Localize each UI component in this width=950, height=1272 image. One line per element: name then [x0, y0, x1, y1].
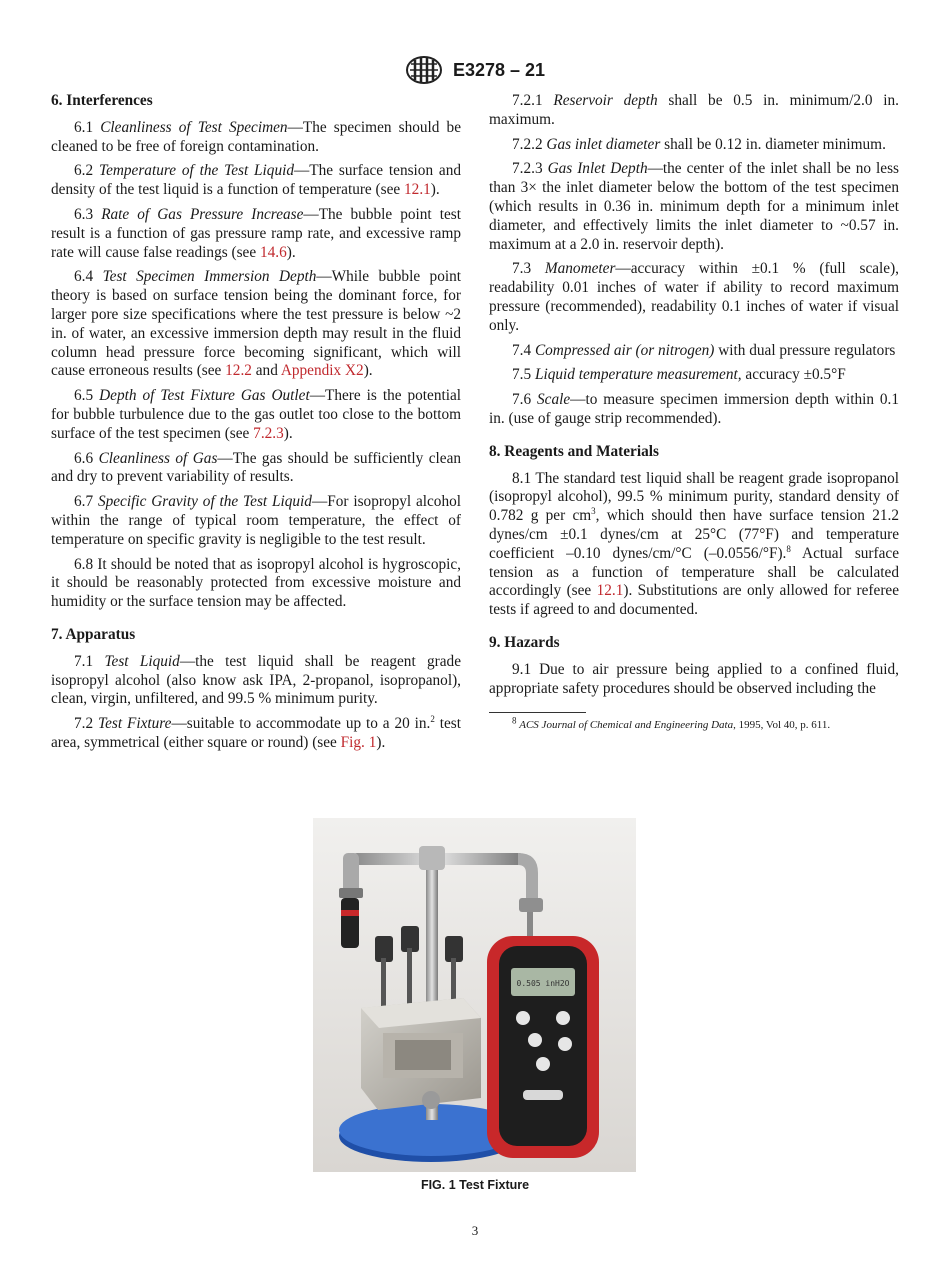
paragraph-6-7: 6.7 Specific Gravity of the Test Liquid—For isopropyl alcohol within the range of typical room temperature, the effect of temperature on specific gravity is negligible to the test result. — [51, 493, 461, 548]
astm-logo-icon — [405, 55, 443, 85]
paragraph-7-1: 7.1 Test Liquid—the test liquid shall be reagent grade isopropyl alcohol (also know ask IPA, 2-propanol, isopropanol), clean, virgin, unfiltered, and 99.5 % minimum purity. — [51, 652, 461, 708]
test-fixture-photo — [313, 818, 636, 1172]
footnote-divider — [489, 712, 586, 713]
page-number: 3 — [471, 1223, 479, 1238]
paragraph-6-6: 6.6 Cleanliness of Gas—The gas should be sufficiently clean and dry to prevent variability of results. — [51, 449, 462, 486]
paragraph-7-2-3: 7.2.3 Gas Inlet Depth—the center of the inlet shall be no less than 3× the inlet diameter below the bottom of the test specimen (which results in 0.36 in. minimum depth for a minimum inlet diameter, and effectively limits the inlet diameter to ~0.57 in. maximum at a 2.0 in. reservoir depth). — [489, 160, 899, 253]
meter-display-reading: 0.505 inH2O — [516, 979, 570, 988]
ref-link-12-1-b[interactable]: 12.1 — [596, 582, 624, 600]
figure-caption: FIG. 1 Test Fixture — [420, 1178, 530, 1192]
paragraph-6-4: 6.4 Test Specimen Immersion Depth—While bubble point theory is based on surface tension being the dominant force, for larger pore size specifications where the test pressure is below ~2 in. of water, an excessive immersion depth may result in the fluid column head pressure force becoming significant, which will cause erroneous results (see 12.2 and Appendix X2). — [51, 268, 461, 380]
paragraph-9-1: 9.1 Due to air pressure being applied to a confined fluid, appropriate safety procedures should be observed including the — [489, 660, 899, 697]
right-column — [489, 92, 899, 738]
section-heading-apparatus: 7. Apparatus — [51, 625, 136, 643]
paragraph-7-3: 7.3 Manometer—accuracy within ±0.1 % (full scale), readability 0.01 inches of water if ability to record maximum pressure (recommended), readability 0.1 inches of water if visual only. — [489, 260, 899, 334]
ref-link-14-6[interactable]: 14.6 — [259, 243, 287, 261]
paragraph-6-3: 6.3 Rate of Gas Pressure Increase—The bubble point test result is a function of gas pressure ramp rate, and excessive ramp rate will cause false readings (see 14.6). — [51, 205, 461, 261]
paragraph-7-2-1: 7.2.1 Reservoir depth shall be 0.5 in. minimum/2.0 in. maximum. — [489, 92, 899, 128]
ref-link-appendix-x2[interactable]: Appendix X2 — [280, 362, 364, 380]
paragraph-7-4: 7.4 Compressed air (or nitrogen) with dual pressure regulators — [512, 341, 896, 359]
ref-link-12-2[interactable]: 12.2 — [225, 362, 252, 380]
section-heading-hazards: 9. Hazards — [489, 633, 560, 651]
paragraph-6-5: 6.5 Depth of Test Fixture Gas Outlet—There is the potential for bubble turbulence due to the gas outlet too close to the bottom surface of the test specimen (see 7.2.3). — [51, 387, 462, 442]
document-id: E3278 – 21 — [452, 59, 546, 80]
left-column — [51, 92, 461, 759]
paragraph-6-8: 6.8 It should be noted that as isopropyl alcohol is hygroscopic, it should be reasonably protected from excessive moisture and humidity or the surface tension may be affected. — [51, 555, 461, 611]
paragraph-7-6: 7.6 Scale—to measure specimen immersion depth within 0.1 in. (use of gauge strip recommended). — [489, 391, 900, 427]
paragraph-7-2-2: 7.2.2 Gas inlet diameter shall be 0.12 in. diameter minimum. — [512, 135, 886, 153]
section-heading-interferences: 6. Interferences — [51, 92, 153, 109]
paragraph-8-1: 8.1 The standard test liquid shall be reagent grade isopropanol (isopropyl alcohol), 99.5 % minimum purity, standard density of 0.782 g per $cm^3$, which should then have surface tension 21.2 dynes/cm ±0.1 dynes/cm at 25°C (77°F) and temperature coefficient –0.10 dynes/cm/°C (–0.0556/°F).$^8$ Actual surface tension as a function of temperature shall be calculated accordingly (see 12.1). Substitutions are only allowed for referee tests if agreed to and documented. — [489, 469, 899, 619]
paragraph-6-2: 6.2 Temperature of the Test Liquid—The surface tension and density of the test liquid is a function of temperature (see 12.1). — [51, 162, 462, 199]
paragraph-7-2: 7.2 Test Fixture—suitable to accommodate up to a 20 in.$^2$ test area, symmetrical (either square or round) (see Fig. 1). — [51, 714, 461, 751]
page-header — [0, 55, 950, 85]
paragraph-7-5: 7.5 Liquid temperature measurement, accuracy ±0.5°F — [512, 366, 846, 384]
ref-link-7-2-3[interactable]: 7.2.3 — [253, 424, 284, 442]
footnote-8: $^8$ ACS Journal of Chemical and Engineering Data, 1995, Vol 40, p. 611. — [512, 715, 831, 732]
paragraph-6-1: 6.1 Cleanliness of Test Specimen—The specimen should be cleaned to be free of foreign contamination. — [51, 118, 461, 155]
ref-link-fig-1[interactable]: Fig. 1 — [340, 733, 377, 751]
section-heading-reagents: 8. Reagents and Materials — [489, 442, 659, 460]
ref-link-12-1[interactable]: 12.1 — [404, 181, 431, 199]
